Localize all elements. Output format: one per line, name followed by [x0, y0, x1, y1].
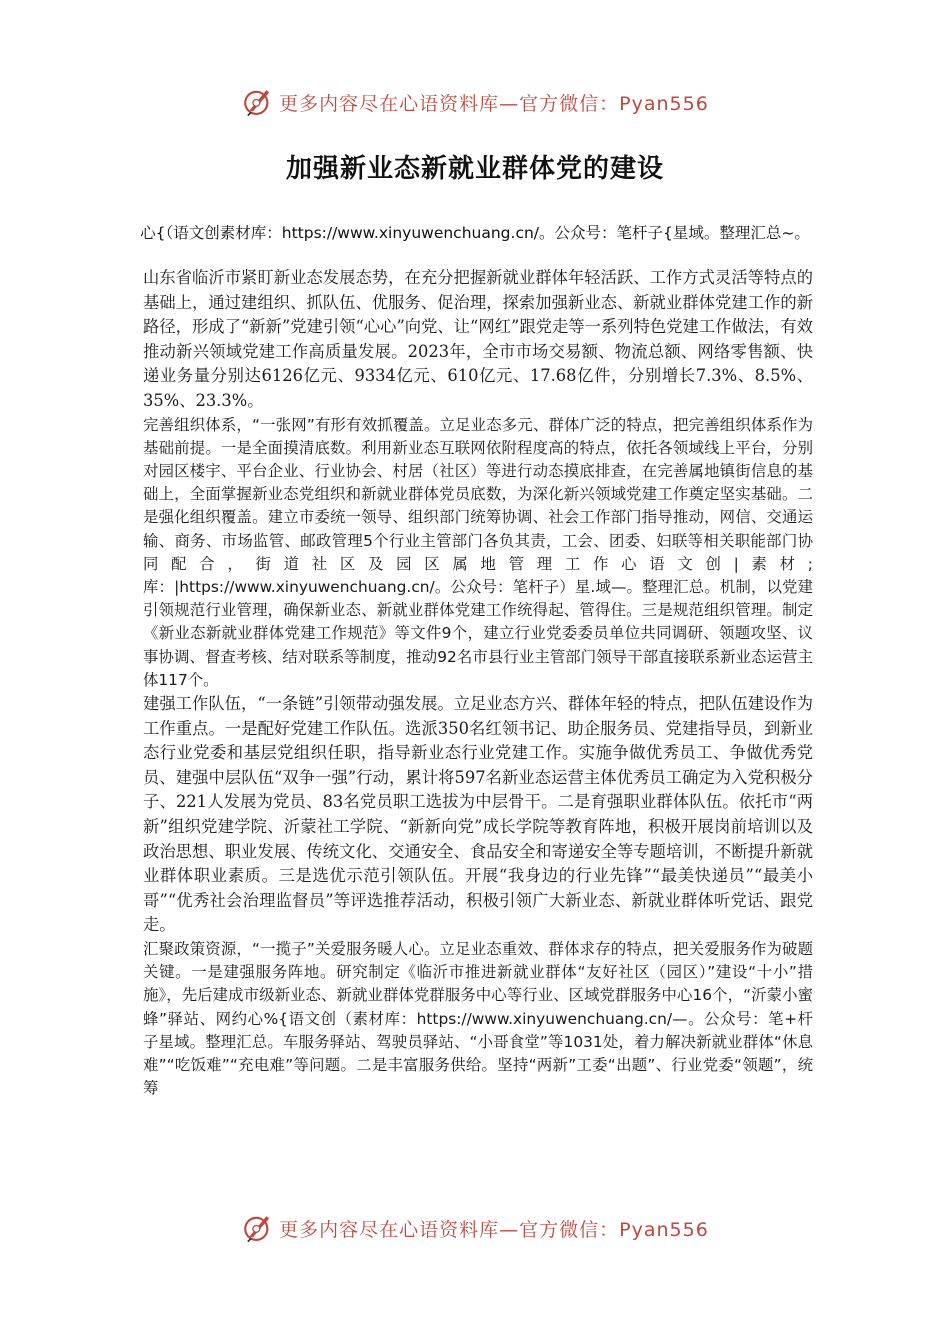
header-banner	[0, 82, 950, 122]
document-body	[143, 266, 813, 1100]
document-subtitle: 心{（语文创素材库：https://www.xinyuwenchuang.cn/。公众号：笔杆子{星域。整理汇总~。	[140, 224, 810, 242]
paragraph-team: 建强工作队伍，“一条链”引领带动强发展。立足业态方兴、群体年轻的特点，把队伍建设作为工作重点。一是配好党建工作队伍。选派350名红领书记、助企服务员、党建指导员，到新业态行业党委和基层党组织任职，指导新业态行业党建工作。实施争做优秀员工、争做优秀党员、建强中层队伍“双争一强”行动，累计将597名新业态运营主体优秀员工确定为入党积极分子、221人发展为党员、83名党员职工选拔为中层骨干。二是育强职业群体队伍。依托市“两新”组织党建学院、沂蒙社工学院、“新新向党”成长学院等教育阵地，积极开展岗前培训以及政治思想、职业发展、传统文化、交通安全、食品安全和寄递安全等专题培训，不断提升新就业群体职业素质。三是选优示范引领队伍。开展“我身边的行业先锋”“最美快递员”“最美小哥”“优秀社会治理监督员”等评选推荐活动，积极引领广大新业态、新就业群体听党话、跟党走。	[143, 694, 813, 935]
document-title: 加强新业态新就业群体党的建设	[285, 154, 664, 184]
banner-text: 更多内容尽在心语资料库—官方微信：Pyan556	[279, 1218, 709, 1241]
paragraph-intro: 山东省临沂市紧盯新业态发展态势，在充分把握新就业群体年轻活跃、工作方式灵活等特点的基础上，通过建组织、抓队伍、优服务、促治理，探索加强新业态、新就业群体党建工作的新路径，形成了“新新”党建引领“心心”向党、让“网红”跟党走等一系列特色党建工作做法，有效推动新兴领域党建工作高质量发展。2023年，全市市场交易额、物流总额、网络零售额、快递业务量分别达6126亿元、9334亿元、610亿元、17.68亿件，分别增长7.3%、8.5%、35%、23.3%。	[143, 268, 813, 410]
banner-text: 更多内容尽在心语资料库—官方微信：Pyan556	[279, 92, 709, 115]
quill-logo-icon	[241, 1211, 275, 1245]
footer-banner	[0, 1208, 950, 1248]
paragraph-organization: 完善组织体系，“一张网”有形有效抓覆盖。立足业态多元、群体广泛的特点，把完善组织体系作为基础前提。一是全面摸清底数。利用新业态互联网依附程度高的特点，依托各领域线上平台，分别对园区楼宇、平台企业、行业协会、村居（社区）等进行动态摸底排查，在完善属地镇街信息的基础上，全面掌握新业态党组织和新就业群体党员底数，为深化新兴领域党建工作奠定坚实基础。二是强化组织覆盖。建立市委统一领导、组织部门统筹协调、社会工作部门指导推动，网信、交通运输、商务、市场监管、邮政管理5个行业主管部门各负其责，工会、团委、妇联等相关职能部门协同配合，街道社区及园区属地管理工作心语文创|素材;库：|https://www.xinyuwenchuang.cn/。公众号：笔杆子）星.域—。整理汇总。机制，以党建引领规范行业管理，确保新业态、新就业群体党建工作统得起、管得住。三是规范组织管理。制定《新业态新就业群体党建工作规范》等文件9个，建立行业党委委员单位共同调研、领题攻坚、议事协调、督查考核、结对联系等制度，推动92名市县行业主管部门领导干部直接联系新业态运营主体117个。	[143, 415, 813, 689]
quill-logo-icon	[241, 85, 275, 119]
paragraph-service: 汇聚政策资源，“一揽子”关爱服务暖人心。立足业态重效、群体求存的特点，把关爱服务作为破题关键。一是建强服务阵地。研究制定《临沂市推进新就业群体“友好社区（园区）”建设“十小”措施》，先后建成市级新业态、新就业群体党群服务中心等行业、区域党群服务中心16个，“沂蒙小蜜蜂”驿站、网约心%{语文创（素材库：https://www.xinyuwenchuang.cn/—。公众号：笔+杆子星域。整理汇总。车服务驿站、驾驶员驿站、“小哥食堂”等1031处，着力解决新就业群体“休息难”“吃饭难”“充电难”等问题。二是丰富服务供给。坚持“两新”工委“出题”、行业党委“领题”，统筹	[143, 939, 813, 1098]
